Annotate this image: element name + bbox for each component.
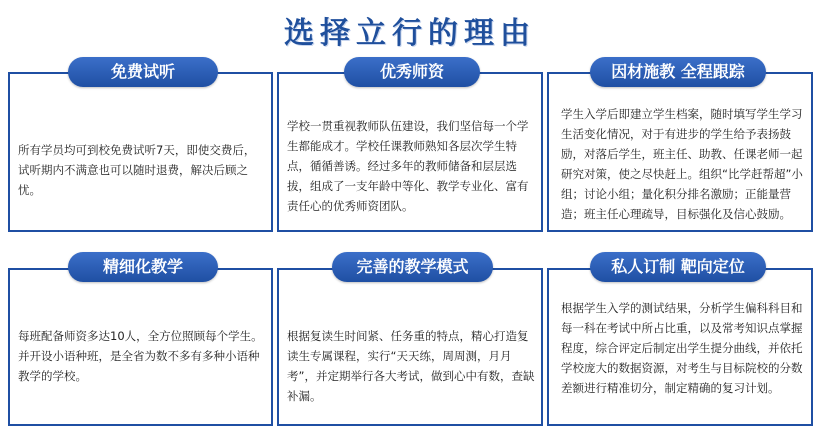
card-fine-teaching-text: 每班配备师资多达10人，全方位照顾每个学生。并开设小语种班，是全省为数不多有多种小语种教学的学校。 (18, 329, 263, 383)
card-fine-teaching (8, 268, 273, 426)
card-teaching-mode (277, 268, 543, 426)
card-teaching-mode-text: 根据复读生时间紧、任务重的特点，精心打造复读生专属课程，实行“天天练，周周测，月月考”，并定期举行各大考试，做到心中有数，查缺补漏。 (287, 329, 535, 403)
card-free-trial-text: 所有学员均可到校免费试听7天，即使交费后，试听期内不满意也可以随时退费，解决后顾之忧。 (18, 143, 256, 197)
card-fine-teaching-title: 精细化教学 (68, 252, 218, 282)
card-teachers-text: 学校一贯重视教师队伍建设，我们坚信每一个学生都能成才。学校任课教师熟知各层次学生特点，循循善诱。经过多年的教师储备和层层选拔，组成了一支年龄中等化、教学专业化、富有责任心的优秀师资团队。 (287, 119, 529, 213)
card-tracking-title: 因材施教 全程跟踪 (590, 57, 766, 87)
card-custom-plan (547, 268, 813, 426)
card-teachers (277, 72, 543, 232)
card-custom-plan-text: 根据学生入学的测试结果，分析学生偏科科目和每一科在考试中所占比重，以及常考知识点掌握程度，综合评定后制定出学生提分曲线，并依托学校庞大的数据资源，对考生与目标院校的分数差额进行精准切分，制定精确的复习计划。 (561, 301, 803, 395)
card-teachers-title: 优秀师资 (344, 57, 480, 87)
card-free-trial-title: 免费试听 (68, 57, 218, 87)
card-tracking-text: 学生入学后即建立学生档案，随时填写学生学习生活变化情况，对于有进步的学生给予表扬鼓励，对落后学生，班主任、助教、任课老师一起研究对策，使之尽快赶上。组织“比学赶帮超”小组；讨论小组；量化积分排名激励；正能量营造；班主任心理疏导，目标强化及信心鼓励。 (561, 107, 803, 221)
card-free-trial (8, 72, 273, 232)
card-tracking (547, 72, 813, 232)
page-title: 选择立行的理由 (284, 16, 536, 51)
card-teaching-mode-title: 完善的教学模式 (332, 252, 493, 282)
card-custom-plan-title: 私人订制 靶向定位 (590, 252, 766, 282)
